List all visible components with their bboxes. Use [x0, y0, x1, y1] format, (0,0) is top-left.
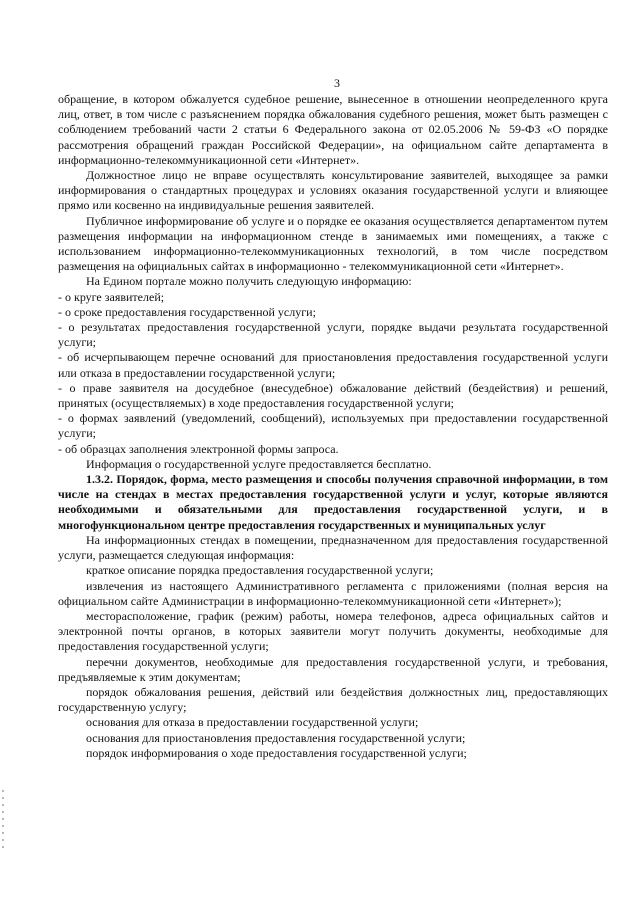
list-item: - о сроке предоставления государственной услуги;	[58, 304, 316, 319]
list-item: - о праве заявителя на досудебное (внесудебное) обжалование действий (бездействия) и решений, принятых (осуществляемых) в ходе предоставления государственной услуги;	[58, 380, 608, 411]
list-item: - об исчерпывающем перечне оснований для приостановления предоставления государственной услуги или отказа в предоставлении государственной услуги;	[58, 350, 608, 380]
stand-item: порядок информирования о ходе предоставления государственной услуги;	[86, 745, 467, 760]
paragraph-stand-info-intro: На информационных стендах в помещении, предназначенном для предоставления государственной услуги, размещается следующая информация:	[58, 532, 608, 563]
list-item: - о результатах предоставления государственной услуги, порядке выдачи результата государственной услуги;	[58, 320, 608, 350]
stand-item: порядок обжалования решения, действий или бездействия должностных лиц, предоставляющих государственную услугу;	[58, 684, 608, 715]
stand-item: краткое описание порядка предоставления государственной услуги;	[86, 563, 434, 578]
paragraph-free-of-charge: Информация о государственной услуге предоставляется бесплатно.	[86, 456, 432, 471]
stand-item: основания для приостановления предоставления государственной услуги;	[86, 730, 466, 745]
scan-edge-mark	[2, 790, 4, 850]
document-page	[58, 76, 608, 761]
paragraph-portal-info-intro: На Едином портале можно получить следующую информацию:	[86, 274, 412, 289]
paragraph-public-informing: Публичное информирование об услуге и о порядке ее оказания осуществляется департаментом путем размещения информации на информационном стенде в занимаемых ими помещениях, а также с использованием информационно-телекоммуникационных технологий, в том числе посредством размещения на официальных сайтах в информационно - телекоммуникационной сети «Интернет».	[58, 213, 608, 274]
section-heading-1-3-2: 1.3.2. Порядок, форма, место размещения и способы получения справочной информации, в том числе на стендах в местах предоставления государственной услуги и услуг, которые являются необходимыми и обязательными для предоставления государственной услуги, и в многофункциональном центре предоставления государственных и муниципальных услуг	[58, 472, 608, 532]
list-item: - о круге заявителей;	[58, 289, 165, 304]
paragraph-court-decision-appeal: обращение, в котором обжалуется судебное решение, вынесенное в отношении неопределенного круга лиц, ответ, в том числе с разъяснением порядка обжалования судебного решения, может быть размещен с соблюдением требований части 2 статьи 6 Федерального закона от 02.05.2006 № 59-ФЗ «О порядке рассмотрения обращений граждан Российской Федерации», на официальном сайте департамента в информационно-телекоммуникационной сети «Интернет».	[58, 92, 608, 167]
stand-item: месторасположение, график (режим) работы, номера телефонов, адреса официальных сайтов и электронной почты органов, в которых заявители могут получить документы, необходимые для предоставления государственной услуги;	[58, 608, 608, 654]
stand-item: извлечения из настоящего Административного регламента с приложениями (полная версия на официальном сайте Администрации в информационно-телекоммуникационной сети «Интернет»);	[58, 578, 608, 608]
page-number: 3	[334, 76, 340, 90]
paragraph-consultation-limits: Должностное лицо не вправе осуществлять консультирование заявителей, выходящее за рамки информирования о стандартных процедурах и условиях оказания государственной услуги и влияющее прямо или косвенно на индивидуальные решения заявителей.	[58, 168, 608, 213]
list-item: - о формах заявлений (уведомлений, сообщений), используемых при предоставлении государственной услуги;	[58, 411, 608, 441]
list-item: - об образцах заполнения электронной формы запроса.	[58, 441, 339, 456]
stand-item: основания для отказа в предоставлении государственной услуги;	[86, 715, 419, 730]
stand-item: перечни документов, необходимые для предоставления государственной услуги, и требования, предъявляемые к этим документам;	[58, 654, 608, 684]
